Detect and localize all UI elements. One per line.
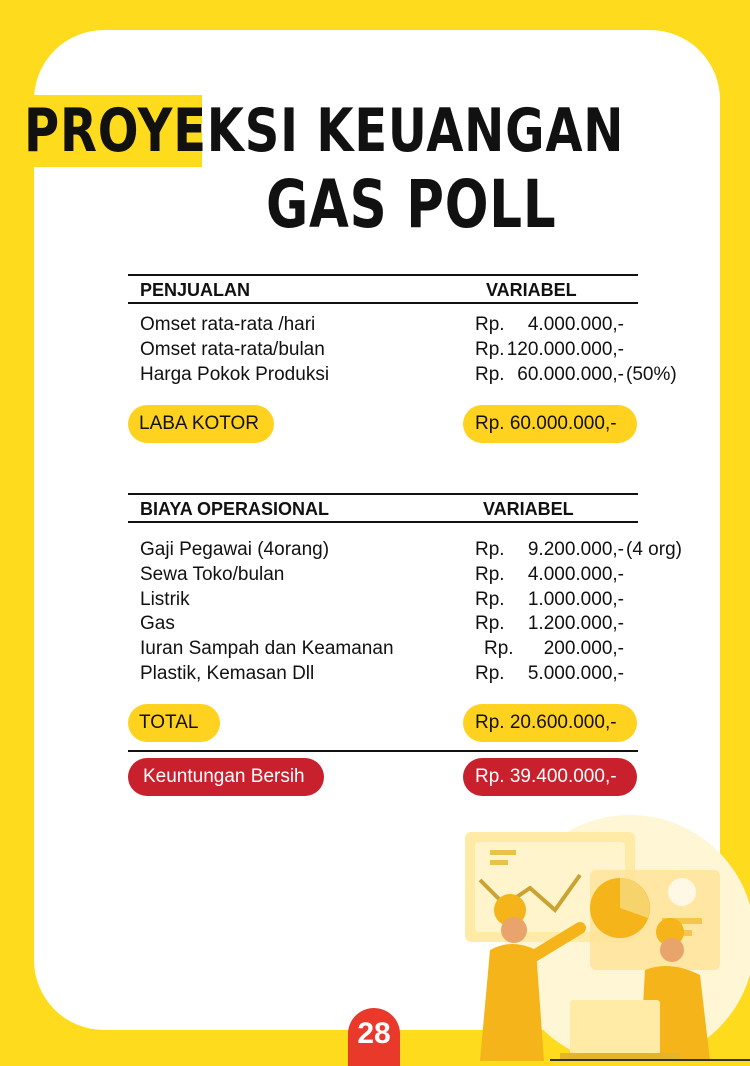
table-row — [0, 314, 750, 340]
row-currency: Rp. — [475, 589, 505, 610]
row-note: (50%) — [626, 364, 677, 385]
page-number-badge: 28 — [348, 1008, 400, 1066]
table-row — [0, 539, 750, 565]
opex-header-label: BIAYA OPERASIONAL — [140, 499, 330, 519]
total-value: Rp. 20.600.000,- — [463, 704, 637, 742]
row-label: Iuran Sampah dan Keamanan — [140, 638, 394, 659]
row-label: Omset rata-rata /hari — [140, 314, 316, 335]
table-row — [0, 613, 750, 639]
net-profit-rule — [128, 750, 638, 752]
opex-header-rule — [128, 521, 638, 523]
row-label: Sewa Toko/bulan — [140, 564, 285, 585]
row-amount: 4.000.000,- — [527, 564, 624, 585]
table-row — [0, 663, 750, 689]
row-label: Harga Pokok Produksi — [140, 364, 330, 385]
net-profit-value: Rp. 39.400.000,- — [463, 758, 637, 796]
table-row — [0, 364, 750, 390]
row-currency: Rp. — [475, 314, 505, 335]
net-profit-label: Keuntungan Bersih — [128, 758, 324, 796]
row-label: Plastik, Kemasan Dll — [140, 663, 315, 684]
page-title-line1: PROYEKSI KEUANGAN — [24, 96, 625, 166]
row-amount: 4.000.000,- — [527, 314, 624, 335]
sales-header-rule — [128, 302, 638, 304]
table-row — [0, 638, 750, 664]
row-currency: Rp. — [475, 613, 505, 634]
row-label: Omset rata-rata/bulan — [140, 339, 325, 360]
sales-top-rule — [128, 274, 638, 276]
row-note: (4 org) — [626, 539, 682, 560]
row-amount: 5.000.000,- — [527, 663, 624, 684]
row-amount: 60.000.000,- — [517, 364, 624, 385]
opex-top-rule — [128, 493, 638, 495]
presentation-illustration — [450, 810, 750, 1061]
row-label: Gaji Pegawai (4orang) — [140, 539, 330, 560]
page-title-line2: GAS POLL — [266, 166, 557, 243]
gross-profit-value: Rp. 60.000.000,- — [463, 405, 637, 443]
sales-header-variable: VARIABEL — [486, 280, 577, 300]
table-row — [0, 589, 750, 615]
table-row — [0, 339, 750, 365]
opex-header-variable: VARIABEL — [483, 499, 574, 519]
row-label: Gas — [140, 613, 175, 634]
row-amount: 200.000,- — [543, 638, 624, 659]
sales-header-label: PENJUALAN — [140, 280, 251, 300]
row-label: Listrik — [140, 589, 190, 610]
gross-profit-label: LABA KOTOR — [128, 405, 274, 443]
row-amount: 120.000.000,- — [506, 339, 624, 360]
table-row — [0, 564, 750, 590]
row-amount: 1.200.000,- — [527, 613, 624, 634]
row-amount: 9.200.000,- — [527, 539, 624, 560]
row-currency: Rp. — [475, 663, 505, 684]
row-currency: Rp. — [475, 564, 505, 585]
row-currency: Rp. — [484, 638, 514, 659]
row-currency: Rp. — [475, 364, 505, 385]
row-currency: Rp. — [475, 539, 505, 560]
total-label: TOTAL — [128, 704, 220, 742]
row-amount: 1.000.000,- — [527, 589, 624, 610]
row-currency: Rp. — [475, 339, 505, 360]
